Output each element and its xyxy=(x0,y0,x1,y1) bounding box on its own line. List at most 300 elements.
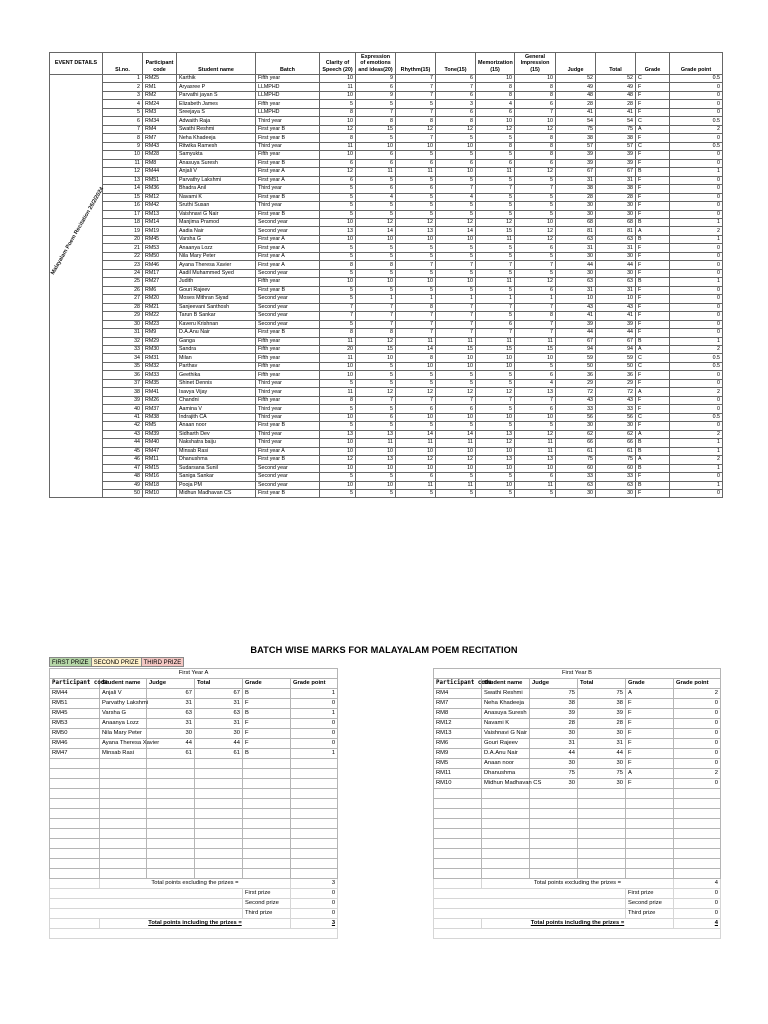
cell-rhythm: 7 xyxy=(396,312,436,320)
batch-cell-total: 44 xyxy=(578,749,626,759)
batch-empty-cell xyxy=(530,789,578,799)
batch-cell-participant-code: RM51 xyxy=(50,699,100,709)
batch-cell-total: 31 xyxy=(195,699,243,709)
cell-general-impression: 10 xyxy=(515,117,556,125)
cell-clarity: 12 xyxy=(320,168,356,176)
cell-judge: 31 xyxy=(556,286,596,294)
cell-expression: 7 xyxy=(356,312,396,320)
cell-expression: 5 xyxy=(356,362,396,370)
cell-student-name: Anaan noor xyxy=(177,422,256,430)
cell-judge: 44 xyxy=(556,329,596,337)
cell-grade-point: 0 xyxy=(670,151,723,159)
cell-judge: 81 xyxy=(556,227,596,235)
summary-spacer xyxy=(434,909,626,919)
prize-second-label: Second prize xyxy=(626,899,674,909)
batch-summary-row xyxy=(50,929,338,939)
cell-tone: 10 xyxy=(436,464,476,472)
cell-tone: 5 xyxy=(436,176,476,184)
cell-memorization: 12 xyxy=(476,218,515,226)
cell-clarity: 11 xyxy=(320,354,356,362)
batch-empty-cell xyxy=(674,869,721,879)
cell-expression: 6 xyxy=(356,185,396,193)
col-header-participant-code: Participant code xyxy=(143,53,177,75)
event-row xyxy=(50,218,723,226)
cell-grade: B xyxy=(636,447,670,455)
batch-empty-row xyxy=(50,789,338,799)
cell-general-impression: 5 xyxy=(515,202,556,210)
batch-empty-cell xyxy=(626,809,674,819)
event-table-body xyxy=(50,75,723,498)
cell-slno: 49 xyxy=(103,481,143,489)
cell-memorization: 10 xyxy=(476,464,515,472)
cell-student-name: Ayana Theresa Xavier xyxy=(177,261,256,269)
cell-total: 10 xyxy=(596,295,636,303)
cell-tone: 10 xyxy=(436,354,476,362)
cell-judge: 31 xyxy=(556,176,596,184)
cell-slno: 34 xyxy=(103,354,143,362)
cell-clarity: 5 xyxy=(320,473,356,481)
batch-empty-row xyxy=(50,859,338,869)
cell-slno: 43 xyxy=(103,430,143,438)
cell-student-name: Kaveru Krishnan xyxy=(177,320,256,328)
cell-batch: First year A xyxy=(256,244,320,252)
cell-grade-point: 0 xyxy=(670,312,723,320)
cell-judge: 62 xyxy=(556,430,596,438)
cell-grade-point: 2 xyxy=(670,430,723,438)
cell-total: 30 xyxy=(596,210,636,218)
cell-judge: 41 xyxy=(556,108,596,116)
batch-empty-row xyxy=(50,779,338,789)
cell-general-impression: 7 xyxy=(515,303,556,311)
cell-slno: 35 xyxy=(103,362,143,370)
cell-total: 50 xyxy=(596,362,636,370)
batch-cell-student-name: Dhanushma xyxy=(482,769,530,779)
batch-cell-grade: F xyxy=(626,719,674,729)
batch-empty-cell xyxy=(195,779,243,789)
batch-cell-grade-point: 0 xyxy=(674,719,721,729)
batch-cell-participant-code: RM45 xyxy=(50,709,100,719)
batch-col-header-student-name: Student name xyxy=(100,679,147,689)
col-header-grade-point: Grade point xyxy=(670,53,723,75)
batch-cell-judge: 39 xyxy=(530,709,578,719)
batch-cell-participant-code: RM10 xyxy=(434,779,482,789)
cell-rhythm: 14 xyxy=(396,346,436,354)
cell-slno: 14 xyxy=(103,185,143,193)
cell-judge: 10 xyxy=(556,295,596,303)
batch-empty-cell xyxy=(50,859,100,869)
cell-grade: B xyxy=(636,337,670,345)
batch-empty-cell xyxy=(434,799,482,809)
cell-total: 48 xyxy=(596,91,636,99)
cell-participant-code: RM47 xyxy=(143,447,177,455)
cell-student-name: Samyukta xyxy=(177,151,256,159)
cell-batch: Second year xyxy=(256,464,320,472)
cell-batch: Third year xyxy=(256,405,320,413)
cell-rhythm: 5 xyxy=(396,371,436,379)
batch-empty-cell xyxy=(195,759,243,769)
batch-empty-cell xyxy=(50,849,100,859)
cell-memorization: 5 xyxy=(476,269,515,277)
cell-participant-code: RM23 xyxy=(143,320,177,328)
cell-rhythm: 8 xyxy=(396,117,436,125)
cell-total: 59 xyxy=(596,354,636,362)
event-row xyxy=(50,244,723,252)
cell-judge: 33 xyxy=(556,405,596,413)
batch-cell-grade: F xyxy=(626,759,674,769)
batch-cell-grade-point: 2 xyxy=(674,689,721,699)
cell-clarity: 11 xyxy=(320,388,356,396)
batch-cell-grade-point: 0 xyxy=(291,719,338,729)
cell-expression: 9 xyxy=(356,75,396,83)
batch-empty-cell xyxy=(243,839,291,849)
cell-grade-point: 0 xyxy=(670,320,723,328)
batch-empty-cell xyxy=(291,789,338,799)
cell-slno: 29 xyxy=(103,312,143,320)
batch-empty-cell xyxy=(674,809,721,819)
event-row xyxy=(50,83,723,91)
cell-expression: 12 xyxy=(356,337,396,345)
batch-empty-cell xyxy=(100,869,147,879)
event-row xyxy=(50,117,723,125)
cell-general-impression: 7 xyxy=(515,185,556,193)
cell-clarity: 10 xyxy=(320,151,356,159)
cell-tone: 12 xyxy=(436,218,476,226)
cell-rhythm: 7 xyxy=(396,83,436,91)
cell-batch: Third year xyxy=(256,379,320,387)
batch-cell-grade-point: 0 xyxy=(674,739,721,749)
batch-empty-cell xyxy=(100,859,147,869)
batch-empty-cell xyxy=(243,769,291,779)
cell-slno: 41 xyxy=(103,413,143,421)
cell-expression: 10 xyxy=(356,278,396,286)
cell-expression: 5 xyxy=(356,244,396,252)
cell-clarity: 5 xyxy=(320,422,356,430)
batch-col-header-total: Total xyxy=(578,679,626,689)
cell-memorization: 4 xyxy=(476,100,515,108)
cell-total: 41 xyxy=(596,312,636,320)
batch-empty-cell xyxy=(147,809,195,819)
batch-empty-row xyxy=(434,839,721,849)
cell-slno: 24 xyxy=(103,269,143,277)
cell-clarity: 8 xyxy=(320,261,356,269)
batch-empty-row xyxy=(434,829,721,839)
batch-row xyxy=(434,749,721,759)
cell-rhythm: 5 xyxy=(396,286,436,294)
cell-grade-point: 1 xyxy=(670,168,723,176)
batch-empty-cell xyxy=(674,849,721,859)
cell-tone: 8 xyxy=(436,117,476,125)
batch-empty-row xyxy=(50,809,338,819)
cell-student-name: Elizabeth James xyxy=(177,100,256,108)
cell-memorization: 12 xyxy=(476,439,515,447)
cell-tone: 10 xyxy=(436,413,476,421)
cell-total: 39 xyxy=(596,159,636,167)
cell-grade: A xyxy=(636,430,670,438)
cell-clarity: 12 xyxy=(320,125,356,133)
cell-tone: 7 xyxy=(436,261,476,269)
cell-grade: B xyxy=(636,218,670,226)
cell-tone: 1 xyxy=(436,295,476,303)
batch-summary-row xyxy=(50,879,338,889)
summary-excl-label: Total points excluding the prizes = xyxy=(100,879,291,889)
cell-grade-point: 0.5 xyxy=(670,117,723,125)
cell-expression: 7 xyxy=(356,320,396,328)
cell-tone: 5 xyxy=(436,151,476,159)
cell-tone: 11 xyxy=(436,439,476,447)
batch-title-row xyxy=(434,669,721,679)
cell-general-impression: 7 xyxy=(515,396,556,404)
batch-cell-student-name: Minsab Rasi xyxy=(100,749,147,759)
prize-first-label: First prize xyxy=(626,889,674,899)
cell-grade: B xyxy=(636,168,670,176)
cell-memorization: 5 xyxy=(476,151,515,159)
event-row xyxy=(50,134,723,142)
cell-batch: Second year xyxy=(256,303,320,311)
cell-student-name: Sudarsana Sunil xyxy=(177,464,256,472)
cell-judge: 38 xyxy=(556,134,596,142)
cell-tone: 5 xyxy=(436,252,476,260)
summary-incl-label-text: Total points including the prizes = xyxy=(148,920,242,926)
batch-empty-cell xyxy=(291,839,338,849)
col-header-judge: Judge xyxy=(556,53,596,75)
col-header-clarity: Clarity of Speech (20) xyxy=(320,53,356,75)
cell-slno: 6 xyxy=(103,117,143,125)
cell-grade: F xyxy=(636,405,670,413)
cell-grade-point: 0 xyxy=(670,329,723,337)
col-header-slno: Sl.no. xyxy=(103,53,143,75)
cell-tone: 5 xyxy=(436,379,476,387)
batch-row xyxy=(434,729,721,739)
batch-cell-judge: 44 xyxy=(530,749,578,759)
batch-summary-row xyxy=(434,899,721,909)
batch-empty-cell xyxy=(291,859,338,869)
cell-batch: First year B xyxy=(256,489,320,497)
batch-cell-student-name: Nila Mary Peter xyxy=(100,729,147,739)
batch-empty-row xyxy=(50,839,338,849)
batch-empty-cell xyxy=(50,839,100,849)
cell-total: 63 xyxy=(596,278,636,286)
batch-empty-cell xyxy=(147,789,195,799)
cell-participant-code: RM44 xyxy=(143,168,177,176)
cell-grade: F xyxy=(636,202,670,210)
cell-judge: 67 xyxy=(556,168,596,176)
batch-col-header-participant-code: Participant code xyxy=(50,679,100,689)
batch-empty-cell xyxy=(100,769,147,779)
cell-participant-code: RM18 xyxy=(143,481,177,489)
event-row xyxy=(50,439,723,447)
cell-total: 44 xyxy=(596,261,636,269)
batch-cell-grade-point: 0 xyxy=(674,779,721,789)
cell-memorization: 12 xyxy=(476,125,515,133)
batch-cell-grade-point: 0 xyxy=(674,699,721,709)
event-row xyxy=(50,481,723,489)
batch-col-header-grade-point: Grade point xyxy=(291,679,338,689)
cell-batch: First year B xyxy=(256,134,320,142)
cell-total: 56 xyxy=(596,413,636,421)
event-row xyxy=(50,100,723,108)
batch-empty-cell xyxy=(291,849,338,859)
cell-expression: 6 xyxy=(356,83,396,91)
batch-empty-cell xyxy=(291,799,338,809)
cell-grade-point: 0 xyxy=(670,396,723,404)
cell-memorization: 6 xyxy=(476,108,515,116)
prize-third-label: Third prize xyxy=(626,909,674,919)
cell-grade: F xyxy=(636,396,670,404)
batch-empty-cell xyxy=(626,849,674,859)
cell-participant-code: RM4 xyxy=(143,125,177,133)
cell-slno: 9 xyxy=(103,142,143,150)
cell-batch: Fifth year xyxy=(256,75,320,83)
cell-batch: Fifth year xyxy=(256,354,320,362)
cell-slno: 1 xyxy=(103,75,143,83)
batch-empty-row xyxy=(434,819,721,829)
cell-judge: 30 xyxy=(556,489,596,497)
third-prize-legend: THIRD PRIZE xyxy=(141,657,185,667)
cell-participant-code: RM10 xyxy=(143,489,177,497)
batch-cell-participant-code: RM47 xyxy=(50,749,100,759)
cell-grade-point: 0 xyxy=(670,422,723,430)
cell-grade-point: 1 xyxy=(670,235,723,243)
cell-clarity: 6 xyxy=(320,176,356,184)
batch-cell-grade: A xyxy=(626,689,674,699)
batch-empty-cell xyxy=(291,779,338,789)
batch-empty-row xyxy=(50,759,338,769)
cell-expression: 5 xyxy=(356,489,396,497)
batch-empty-cell xyxy=(147,859,195,869)
cell-tone: 6 xyxy=(436,159,476,167)
batch-empty-cell xyxy=(147,849,195,859)
cell-general-impression: 10 xyxy=(515,464,556,472)
cell-general-impression: 5 xyxy=(515,422,556,430)
cell-grade: F xyxy=(636,176,670,184)
batch-empty-cell xyxy=(50,809,100,819)
batch-empty-cell xyxy=(100,789,147,799)
cell-participant-code: RM37 xyxy=(143,405,177,413)
cell-participant-code: RM46 xyxy=(143,261,177,269)
event-row xyxy=(50,422,723,430)
batch-empty-cell xyxy=(626,819,674,829)
batch-cell-judge: 30 xyxy=(530,779,578,789)
event-row xyxy=(50,346,723,354)
batch-cell-grade: F xyxy=(243,699,291,709)
cell-slno: 18 xyxy=(103,218,143,226)
cell-tone: 10 xyxy=(436,168,476,176)
cell-student-name: Dhanushma xyxy=(177,456,256,464)
col-header-tone: Tone(15) xyxy=(436,53,476,75)
cell-batch: Fifth year xyxy=(256,371,320,379)
cell-rhythm: 12 xyxy=(396,218,436,226)
cell-rhythm: 7 xyxy=(396,329,436,337)
cell-total: 52 xyxy=(596,75,636,83)
cell-general-impression: 10 xyxy=(515,218,556,226)
cell-total: 67 xyxy=(596,168,636,176)
cell-rhythm: 7 xyxy=(396,396,436,404)
cell-grade-point: 0 xyxy=(670,193,723,201)
cell-participant-code: RM14 xyxy=(143,218,177,226)
batch-cell-grade-point: 0 xyxy=(291,699,338,709)
batch-empty-cell xyxy=(195,859,243,869)
batch-cell-participant-code: RM50 xyxy=(50,729,100,739)
cell-total: 30 xyxy=(596,422,636,430)
cell-batch: Fifth year xyxy=(256,151,320,159)
cell-grade-point: 0.5 xyxy=(670,142,723,150)
batch-empty-cell xyxy=(147,819,195,829)
batch-empty-cell xyxy=(243,869,291,879)
cell-grade-point: 0 xyxy=(670,405,723,413)
batch-empty-cell xyxy=(50,769,100,779)
batch-row xyxy=(434,769,721,779)
batch-cell-judge: 30 xyxy=(530,759,578,769)
batch-cell-student-name: Neha Khadeeja xyxy=(482,699,530,709)
summary-spacer xyxy=(434,919,482,929)
cell-rhythm: 10 xyxy=(396,362,436,370)
cell-general-impression: 6 xyxy=(515,405,556,413)
cell-tone: 7 xyxy=(436,396,476,404)
batch-empty-cell xyxy=(482,809,530,819)
cell-rhythm: 10 xyxy=(396,278,436,286)
cell-batch: LLMPHD xyxy=(256,91,320,99)
cell-student-name: Anasuya Suresh xyxy=(177,159,256,167)
batch-empty-row xyxy=(50,829,338,839)
cell-tone: 5 xyxy=(436,244,476,252)
cell-grade-point: 1 xyxy=(670,278,723,286)
cell-rhythm: 6 xyxy=(396,159,436,167)
cell-expression: 5 xyxy=(356,422,396,430)
batch-cell-participant-code: RM53 xyxy=(50,719,100,729)
event-row xyxy=(50,261,723,269)
batch-empty-cell xyxy=(291,829,338,839)
batch-empty-cell xyxy=(291,819,338,829)
cell-student-name: Sanjeevani Santhosh xyxy=(177,303,256,311)
cell-tone: 5 xyxy=(436,422,476,430)
prize-third-value: 0 xyxy=(291,909,338,919)
batch-row xyxy=(434,759,721,769)
summary-spacer xyxy=(50,889,243,899)
cell-expression: 5 xyxy=(356,473,396,481)
batch-empty-cell xyxy=(482,789,530,799)
cell-grade-point: 2 xyxy=(670,227,723,235)
cell-general-impression: 6 xyxy=(515,244,556,252)
cell-expression: 5 xyxy=(356,269,396,277)
cell-grade-point: 0.5 xyxy=(670,413,723,421)
batch-row xyxy=(50,689,338,699)
prize-first-value: 0 xyxy=(674,889,721,899)
cell-grade: F xyxy=(636,303,670,311)
batch-cell-total: 28 xyxy=(578,719,626,729)
cell-expression: 10 xyxy=(356,235,396,243)
cell-student-name: Shinet Dennis xyxy=(177,379,256,387)
cell-slno: 2 xyxy=(103,83,143,91)
cell-participant-code: RM6 xyxy=(143,286,177,294)
cell-batch: Third year xyxy=(256,142,320,150)
cell-participant-code: RM36 xyxy=(143,185,177,193)
prize-second-value: 0 xyxy=(291,899,338,909)
cell-grade-point: 0 xyxy=(670,489,723,497)
cell-grade-point: 0 xyxy=(670,303,723,311)
batch-empty-cell xyxy=(243,759,291,769)
batch-empty-cell xyxy=(578,799,626,809)
batch-empty-cell xyxy=(626,829,674,839)
cell-clarity: 10 xyxy=(320,413,356,421)
cell-grade-point: 2 xyxy=(670,125,723,133)
cell-participant-code: RM12 xyxy=(143,193,177,201)
cell-student-name: Chandni xyxy=(177,396,256,404)
cell-student-name: Manjima Pramod xyxy=(177,218,256,226)
cell-tone: 10 xyxy=(436,362,476,370)
batch-empty-cell xyxy=(434,809,482,819)
summary-spacer xyxy=(50,909,243,919)
cell-student-name: Varsha G xyxy=(177,235,256,243)
